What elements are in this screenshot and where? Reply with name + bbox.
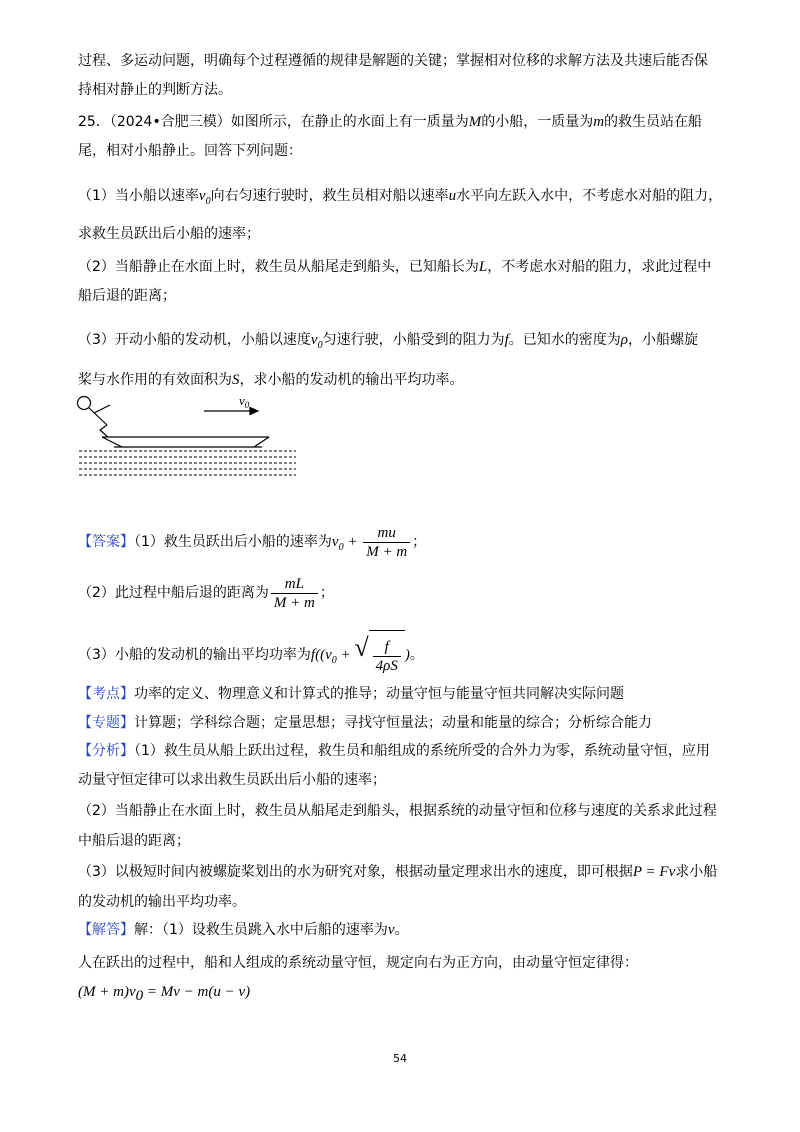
question-1-line-1 — [78, 186, 722, 212]
intro-line-1: 过程、多运动问题，明确每个过程遵循的规律是解题的关键；掌握相对位移的求解方法及共速后能否保 — [78, 53, 708, 69]
zhuanti-text: 计算题；学科综合题；定量思想；寻找守恒量法；动量和能量的综合；分析综合能力 — [134, 715, 652, 731]
problem-text: 的小船，一质量为 — [481, 114, 594, 130]
fenxi-line-2: 动量守恒定律可以求出救生员跃出后小船的速率； — [78, 772, 386, 788]
rescuer-leg — [100, 425, 108, 437]
momentum-equation: $(M + m)v_0 = Mv - m(u - v)$ — [78, 984, 251, 1004]
q1-text: （1）当小船以速率 — [78, 188, 199, 204]
jieda-line-1: 【解答】解：（1）设救生员跳入水中后船的速率为v。 — [78, 922, 409, 938]
jieda-line-2: 人在跃出的过程中，船和人组成的系统动量守恒，规定向右为正方向，由动量守恒定律得： — [78, 955, 638, 971]
symbol-u: u — [448, 188, 457, 204]
fenxi-line-4: 中船后退的距离； — [78, 833, 190, 849]
answer-1-formula: $v_0$ + $\frac{mu}{M + m}$ — [332, 534, 412, 550]
intro-line-2: 持相对静止的判断方法。 — [78, 82, 232, 98]
q2-text: ，不考虑水对船的阻力，求此过程中 — [487, 259, 712, 275]
kaodian-line — [78, 684, 624, 704]
answer-3-text: （3）小船的发动机的输出平均功率为 — [78, 647, 311, 663]
answer-1: 【答案】（1）救生员跃出后小船的速率为$v_0$ + $\frac{mu}{M + m}$ ； — [78, 525, 427, 561]
symbol-S: S — [232, 372, 240, 388]
symbol-M: M — [468, 114, 482, 130]
kaodian-tag: 【考点】 — [78, 686, 134, 702]
answer-1-text: （1）救生员跃出后小船的速率为 — [134, 534, 332, 550]
problem-number-text: 25．（2024•合肥三模）如图所示，在静止的水面上有一质量为 — [78, 114, 469, 130]
answer-tag: 【答案】 — [78, 534, 134, 550]
boat-figure — [74, 392, 304, 484]
question-2-line-2: 船后退的距离； — [78, 288, 176, 304]
velocity-arrowhead — [250, 408, 258, 415]
q3-text: ，求小船的发动机的输出平均功率。 — [239, 372, 464, 388]
answer-2-text: （2）此过程中船后退的距离为 — [78, 585, 269, 601]
boat-bow — [254, 437, 269, 447]
problem-line-1 — [78, 112, 702, 132]
fenxi-tag: 【分析】 — [78, 743, 134, 759]
q3-text: 匀速行驶，小船受到的阻力为 — [322, 332, 505, 348]
symbol-m: m — [593, 114, 605, 130]
answer-2-formula: $\frac{mL}{M + m}$ — [269, 585, 320, 601]
question-3-line-2 — [78, 370, 464, 390]
problem-text: 的救生员站在船 — [604, 114, 703, 130]
q3-text: （3）开动小船的发动机，小船以速度 — [78, 332, 311, 348]
question-3-line-1 — [78, 330, 698, 356]
fenxi-line-1: 【分析】（1）救生员从船上跃出过程，救生员和船组成的系统所受的合外力为零，系统动量守恒，应用 — [78, 743, 710, 759]
q2-text: （2）当船静止在水面上时，救生员从船尾走到船头，已知船长为 — [78, 259, 479, 275]
fenxi-line-6: 的发动机的输出平均功率。 — [78, 894, 246, 910]
fenxi-line-3: （2）当船静止在水面上时，救生员从船尾走到船头，根据系统的动量守恒和位移与速度的关系求此过程 — [78, 803, 717, 819]
answer-2: （2）此过程中船后退的距离为 $\frac{mL}{M + m}$ ； — [78, 576, 334, 612]
symbol-L: L — [478, 259, 488, 275]
velocity-label: $v_0$ — [239, 393, 250, 410]
jieda-tag: 【解答】 — [78, 922, 134, 938]
q1-text: 水平向左跃入水中，不考虑水对船的阻力， — [456, 188, 723, 204]
q3-text: 。已知水的密度为 — [508, 332, 621, 348]
page-number: 54 — [393, 1052, 407, 1065]
symbol-v0: $v_0$ — [310, 332, 323, 351]
question-1-line-2: 求救生员跃出后小船的速率； — [78, 226, 260, 242]
q3-text: 桨与水作用的有效面积为 — [78, 372, 232, 388]
question-2-line-1 — [78, 257, 711, 277]
symbol-v: v — [387, 922, 395, 938]
answer-3-formula: $f((v_0$ + √ $\frac{f}{4\rho S}$ ) — [311, 647, 410, 663]
rescuer-head — [78, 397, 91, 410]
zhuanti-line — [78, 713, 652, 733]
q3-text: ，小船螺旋 — [627, 332, 698, 348]
power-formula: P = Fv — [632, 864, 676, 880]
rescuer-arm — [94, 405, 110, 413]
kaodian-text: 功率的定义、物理意义和计算式的推导；动量守恒与能量守恒共同解决实际问题 — [134, 686, 624, 702]
zhuanti-tag: 【专题】 — [78, 715, 134, 731]
symbol-v0: $v_0$ — [198, 188, 211, 207]
problem-line-2: 尾，相对小船静止。回答下列问题： — [78, 143, 302, 159]
answer-3: （3）小船的发动机的输出平均功率为$f((v_0$ + √ $\frac{f}{4\rho S}$ )。 — [78, 630, 424, 686]
symbol-f: f — [504, 332, 509, 348]
q1-text: 向右匀速行驶时，救生员相对船以速率 — [210, 188, 449, 204]
boat-stern — [102, 437, 122, 447]
symbol-rho: ρ — [620, 332, 628, 348]
fenxi-line-5: （3）以极短时间内被螺旋桨划出的水为研究对象，根据动量定理求出水的速度，即可根据P = Fv求小船 — [78, 864, 718, 880]
